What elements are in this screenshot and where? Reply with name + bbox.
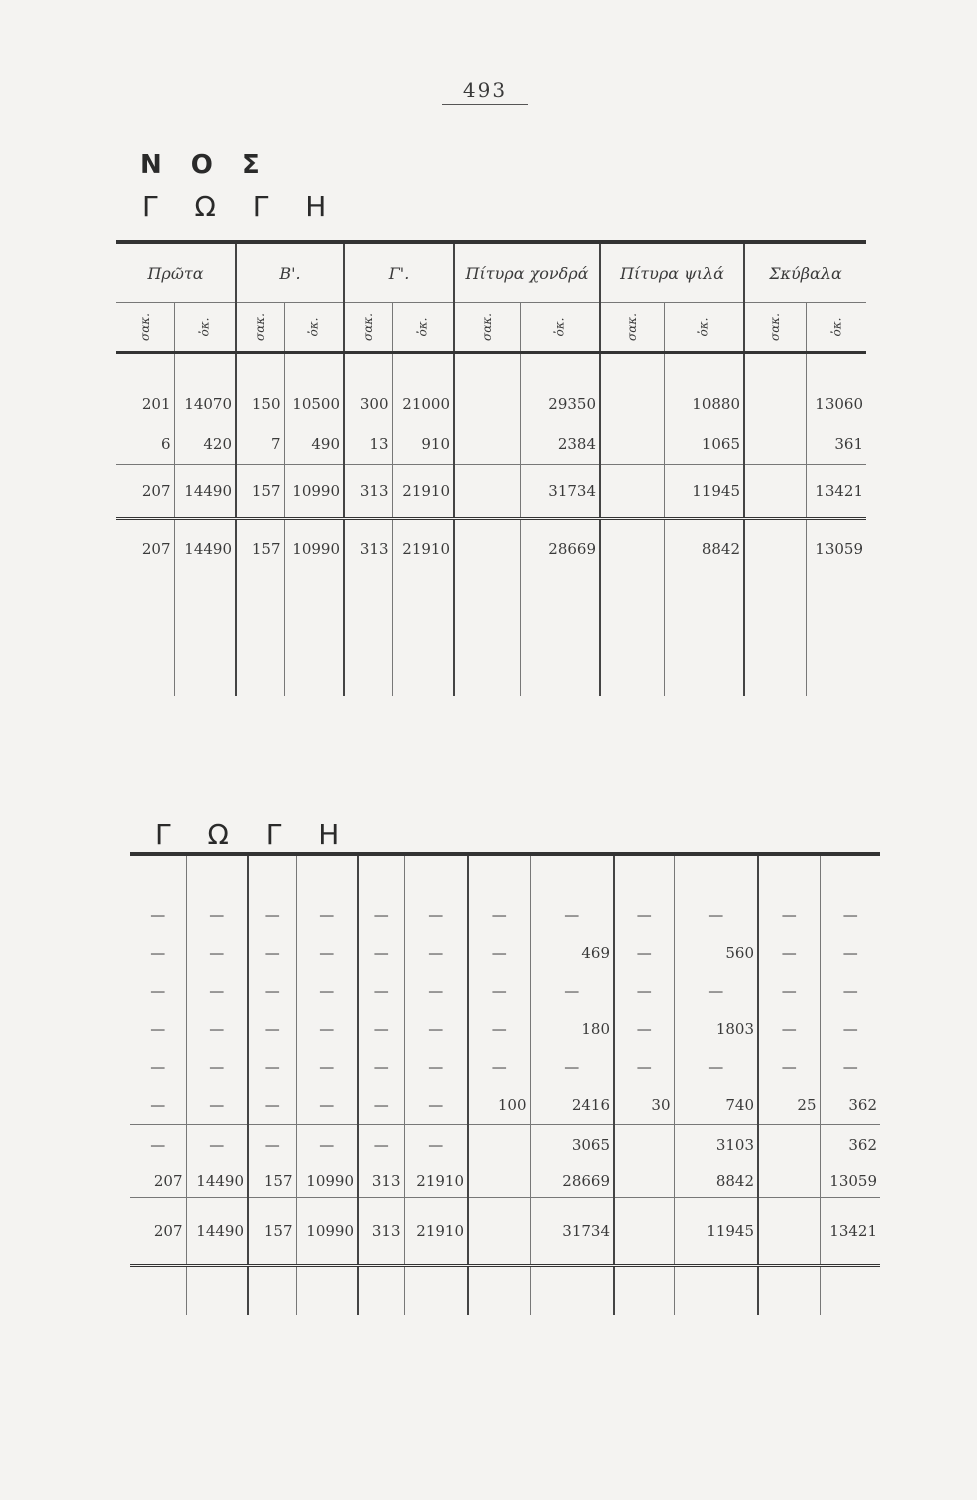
carried-cell: 21910 <box>404 1165 468 1198</box>
table-cell: 469 <box>530 934 614 972</box>
final-cell <box>454 519 520 579</box>
table-cell: — <box>758 1010 820 1048</box>
table-cell: — <box>468 972 530 1010</box>
table-cell: — <box>614 1010 674 1048</box>
total-cell: 207 <box>130 1198 186 1266</box>
table-cell: 13060 <box>806 384 866 424</box>
carried-cell: 13059 <box>820 1165 880 1198</box>
table-cell <box>454 384 520 424</box>
total-cell: 21910 <box>404 1198 468 1266</box>
table-cell: — <box>150 1096 166 1114</box>
carried-cell: 14490 <box>186 1165 248 1198</box>
total-cell <box>454 465 520 519</box>
table-cell: — <box>468 1048 530 1086</box>
final-cell <box>600 519 664 579</box>
page-number: 493 <box>462 78 508 102</box>
section-heading-top: Ν Ο Σ <box>140 150 270 180</box>
sub-header-sak: σακ. <box>236 303 284 353</box>
upper-table <box>116 240 866 696</box>
column-group-header: Πίτυρα χονδρά <box>454 242 600 303</box>
total-cell: 31734 <box>520 465 600 519</box>
table-cell: — <box>820 1048 880 1086</box>
final-cell: 8842 <box>664 519 744 579</box>
table-cell: — <box>150 944 166 962</box>
table-cell: — <box>614 896 674 934</box>
sub-header-sak: σακ. <box>454 303 520 353</box>
final-cell: 14490 <box>174 519 236 579</box>
table-cell: 25 <box>758 1086 820 1125</box>
table-cell: — <box>150 982 166 1000</box>
carried-cell: 207 <box>153 1172 183 1190</box>
carried-cell <box>758 1165 820 1198</box>
carried-cell: 8842 <box>674 1165 758 1198</box>
carried-cell: 28669 <box>530 1165 614 1198</box>
total-cell: 10990 <box>296 1198 358 1266</box>
table-cell: — <box>358 896 404 934</box>
table-cell: 740 <box>674 1086 758 1125</box>
table-cell: 150 <box>236 384 284 424</box>
carried-row <box>130 1165 880 1198</box>
carried-cell: 313 <box>358 1165 404 1198</box>
total-cell <box>600 465 664 519</box>
table-cell: — <box>674 1048 758 1086</box>
total-cell <box>614 1198 674 1266</box>
carried-cell: 10990 <box>296 1165 358 1198</box>
table-cell: 30 <box>614 1086 674 1125</box>
subtotal-cell <box>468 1125 530 1166</box>
table-cell: — <box>468 896 530 934</box>
spacer-row <box>116 353 866 385</box>
table-cell: 2384 <box>520 424 600 465</box>
subtotal-cell: 3103 <box>674 1125 758 1166</box>
table-cell: — <box>404 934 468 972</box>
table-cell: — <box>296 1010 358 1048</box>
table-cell: — <box>248 972 296 1010</box>
column-group-header: Β'. <box>236 242 344 303</box>
sub-header-ok: ὀκ. <box>520 303 600 353</box>
subtotal-cell <box>758 1125 820 1166</box>
table-cell <box>600 424 664 465</box>
total-cell <box>758 1198 820 1266</box>
subtotal-cell: — <box>296 1125 358 1166</box>
table-cell: — <box>404 1086 468 1125</box>
table-cell: — <box>186 1048 248 1086</box>
table-cell: 6 <box>160 435 171 453</box>
table-cell: — <box>248 934 296 972</box>
table-cell: — <box>358 1048 404 1086</box>
upper-sub-header-row <box>116 303 866 353</box>
upper-group-header-row <box>116 242 866 303</box>
spacer-row <box>116 578 866 696</box>
table-cell: 21000 <box>392 384 454 424</box>
table-cell: 420 <box>174 424 236 465</box>
table-cell: — <box>404 896 468 934</box>
total-cell <box>468 1198 530 1266</box>
table-cell: — <box>820 1010 880 1048</box>
table-cell: — <box>186 972 248 1010</box>
table-cell: 10880 <box>664 384 744 424</box>
table-cell: — <box>758 934 820 972</box>
table-cell: — <box>674 972 758 1010</box>
table-row <box>130 934 880 972</box>
subtotal-cell: — <box>404 1125 468 1166</box>
carried-cell: 157 <box>248 1165 296 1198</box>
table-cell: — <box>820 896 880 934</box>
subtotal-cell: — <box>130 1125 186 1166</box>
table-cell: — <box>404 1048 468 1086</box>
final-cell: 313 <box>344 519 392 579</box>
sub-header-sak: σακ. <box>600 303 664 353</box>
column-group-header: Γ'. <box>344 242 454 303</box>
total-cell: 157 <box>248 1198 296 1266</box>
table-row <box>130 896 880 934</box>
total-cell: 14490 <box>186 1198 248 1266</box>
sub-header-ok: ὀκ. <box>806 303 866 353</box>
table-cell: — <box>614 972 674 1010</box>
table-cell: — <box>758 972 820 1010</box>
table-cell: — <box>248 896 296 934</box>
table-cell: — <box>820 972 880 1010</box>
table-cell: 361 <box>806 424 866 465</box>
final-cell: 21910 <box>392 519 454 579</box>
sub-header-sak: σακ. <box>744 303 806 353</box>
table-cell: — <box>758 896 820 934</box>
table-cell: 29350 <box>520 384 600 424</box>
spacer-row <box>130 854 880 896</box>
final-cell: 10990 <box>284 519 344 579</box>
section-heading-sub: Γ Ω Γ Η <box>142 190 341 223</box>
table-cell <box>454 424 520 465</box>
table-cell: 13 <box>344 424 392 465</box>
table-cell: 14070 <box>174 384 236 424</box>
column-group-header: Πρῶτα <box>147 263 204 283</box>
total-cell: 207 <box>116 465 174 519</box>
sub-header-ok: ὀκ. <box>664 303 744 353</box>
section-heading-lower: Γ Ω Γ Η <box>155 818 354 851</box>
table-cell: — <box>296 896 358 934</box>
table-cell: 490 <box>284 424 344 465</box>
table-cell: — <box>358 934 404 972</box>
table-cell: — <box>150 1058 166 1076</box>
table-cell: — <box>186 934 248 972</box>
total-cell: 31734 <box>530 1198 614 1266</box>
column-group-header: Σκύβαλα <box>744 242 866 303</box>
page-number-rule <box>442 104 528 105</box>
table-cell: — <box>186 1010 248 1048</box>
spacer-row <box>130 1266 880 1316</box>
total-cell: 11945 <box>674 1198 758 1266</box>
table-row <box>130 972 880 1010</box>
table-cell: 2416 <box>530 1086 614 1125</box>
table-cell: 1803 <box>674 1010 758 1048</box>
table-cell: — <box>530 972 614 1010</box>
table-row <box>130 1086 880 1125</box>
table-cell: — <box>530 1048 614 1086</box>
subtotal-cell: — <box>248 1125 296 1166</box>
total-row <box>116 465 866 519</box>
subtotal-cell: 362 <box>820 1125 880 1166</box>
subtotal-cell: — <box>358 1125 404 1166</box>
table-cell: 1065 <box>664 424 744 465</box>
table-cell: — <box>186 1086 248 1125</box>
final-cell: 157 <box>236 519 284 579</box>
table-cell: 362 <box>820 1086 880 1125</box>
table-cell: — <box>758 1048 820 1086</box>
table-cell <box>744 384 806 424</box>
table-cell: — <box>296 1086 358 1125</box>
table-cell: 300 <box>344 384 392 424</box>
total-cell: 313 <box>344 465 392 519</box>
table-cell: — <box>468 1010 530 1048</box>
total-cell: 11945 <box>664 465 744 519</box>
sub-header-ok: ὀκ. <box>174 303 236 353</box>
carried-cell <box>468 1165 530 1198</box>
table-cell: — <box>614 934 674 972</box>
table-cell <box>744 424 806 465</box>
lower-table <box>130 852 880 1315</box>
total-row <box>130 1198 880 1266</box>
table-cell: — <box>296 972 358 1010</box>
sub-header-sak: σακ. <box>116 303 174 353</box>
table-cell: — <box>296 1048 358 1086</box>
table-cell: — <box>296 934 358 972</box>
total-cell: 13421 <box>820 1198 880 1266</box>
table-cell: 560 <box>674 934 758 972</box>
final-cell <box>744 519 806 579</box>
table-row <box>116 384 866 424</box>
carried-cell <box>614 1165 674 1198</box>
table-cell: — <box>186 896 248 934</box>
table-cell: — <box>358 1086 404 1125</box>
total-cell: 157 <box>236 465 284 519</box>
table-cell: — <box>150 906 166 924</box>
table-cell: — <box>358 1010 404 1048</box>
table-cell: 180 <box>530 1010 614 1048</box>
total-cell: 14490 <box>174 465 236 519</box>
table-row <box>116 424 866 465</box>
table-cell: — <box>674 896 758 934</box>
table-cell: 201 <box>141 395 171 413</box>
final-cell: 13059 <box>806 519 866 579</box>
table-cell: — <box>404 972 468 1010</box>
table-cell: 910 <box>392 424 454 465</box>
table-cell: — <box>358 972 404 1010</box>
subtotal-cell: 3065 <box>530 1125 614 1166</box>
sub-header-ok: ὀκ. <box>284 303 344 353</box>
subtotal-cell: — <box>186 1125 248 1166</box>
subtotal-cell <box>614 1125 674 1166</box>
table-cell: — <box>404 1010 468 1048</box>
final-cell: 207 <box>116 519 174 579</box>
sub-header-sak: σακ. <box>344 303 392 353</box>
table-cell: 10500 <box>284 384 344 424</box>
table-cell <box>600 384 664 424</box>
column-group-header: Πίτυρα ψιλά <box>600 242 744 303</box>
total-cell <box>744 465 806 519</box>
table-cell: — <box>150 1020 166 1038</box>
table-cell: — <box>248 1048 296 1086</box>
table-cell: 7 <box>236 424 284 465</box>
table-cell: — <box>530 896 614 934</box>
table-cell: — <box>820 934 880 972</box>
table-cell: 100 <box>468 1086 530 1125</box>
total-cell: 21910 <box>392 465 454 519</box>
table-cell: — <box>468 934 530 972</box>
table-cell: — <box>248 1086 296 1125</box>
table-row <box>130 1010 880 1048</box>
total-cell: 313 <box>358 1198 404 1266</box>
table-cell: — <box>248 1010 296 1048</box>
sub-header-ok: ὀκ. <box>392 303 454 353</box>
table-cell: — <box>614 1048 674 1086</box>
total-cell: 13421 <box>806 465 866 519</box>
table-row <box>130 1048 880 1086</box>
subtotal-row <box>130 1125 880 1166</box>
final-row <box>116 519 866 579</box>
final-cell: 28669 <box>520 519 600 579</box>
total-cell: 10990 <box>284 465 344 519</box>
